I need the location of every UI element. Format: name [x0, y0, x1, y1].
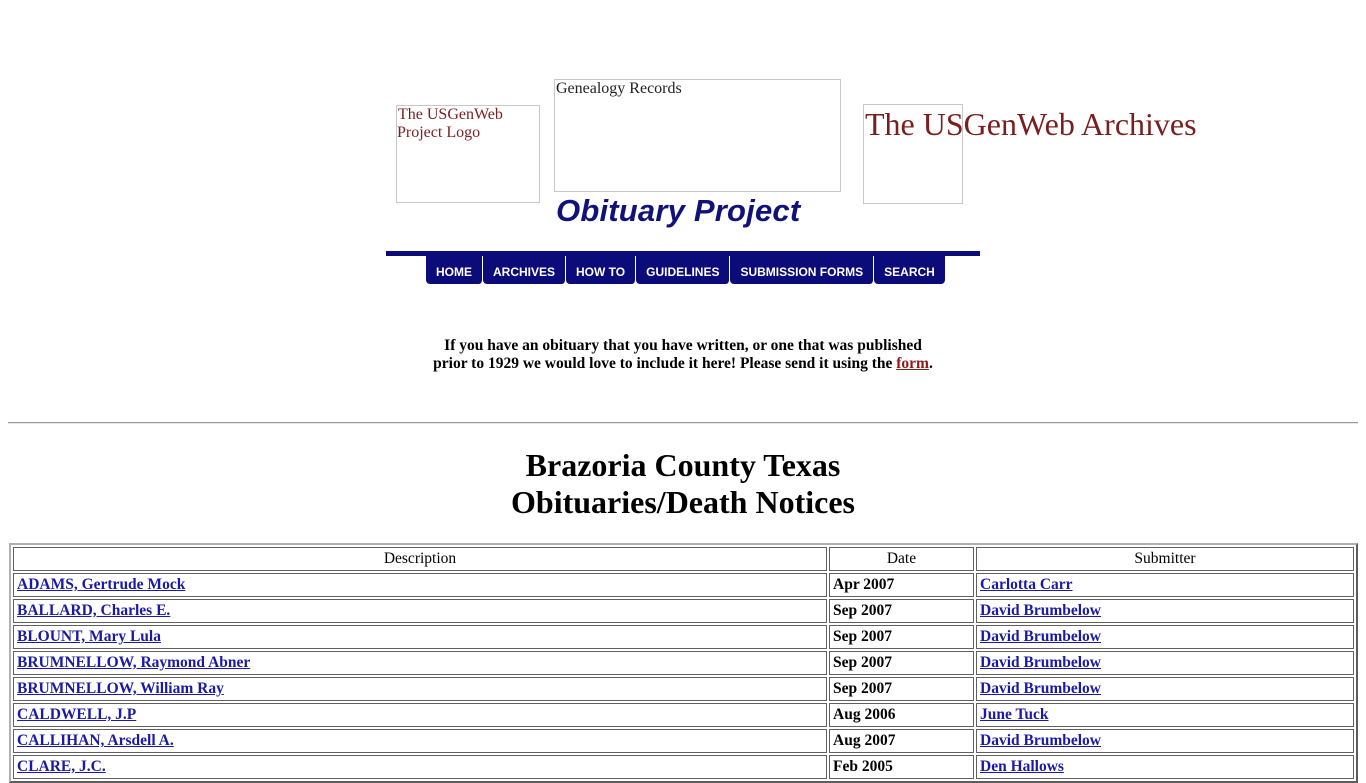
- genealogy-records-alt-text: Genealogy Records: [556, 80, 682, 97]
- date-cell: Apr 2007: [829, 573, 974, 597]
- table-row: [13, 625, 1354, 649]
- obituaries-table: [9, 543, 1358, 783]
- submitter-link[interactable]: David Brumbelow: [980, 654, 1101, 671]
- submitter-cell: [976, 651, 1354, 675]
- description-cell: [13, 625, 827, 649]
- obituary-link[interactable]: ADAMS, Gertrude Mock: [17, 576, 186, 593]
- main-nav: [426, 256, 945, 284]
- intro-line-2: prior to 1929 we would love to include it here! Please send it using the: [433, 355, 897, 372]
- usgenweb-archives-alt-text: The USGenWeb Archives: [865, 106, 1197, 142]
- usgenweb-logo-alt-text: The USGenWeb Project Logo: [397, 106, 503, 141]
- description-cell: [13, 573, 827, 597]
- obituary-link[interactable]: CALLIHAN, Arsdell A.: [17, 732, 174, 749]
- submitter-link[interactable]: David Brumbelow: [980, 680, 1101, 697]
- description-cell: [13, 651, 827, 675]
- usgenweb-archives-image[interactable]: [863, 104, 1197, 204]
- form-link[interactable]: form: [896, 355, 929, 372]
- submitter-cell: [976, 625, 1354, 649]
- page-title-line-2: Obituaries/Death Notices: [511, 484, 855, 520]
- obituary-link[interactable]: BRUMNELLOW, William Ray: [17, 680, 224, 697]
- table-row: [13, 677, 1354, 701]
- nav-archives[interactable]: ARCHIVES: [483, 256, 566, 284]
- submitter-cell: [976, 677, 1354, 701]
- submitter-link[interactable]: David Brumbelow: [980, 602, 1101, 619]
- table-row: [13, 729, 1354, 753]
- description-cell: [13, 729, 827, 753]
- submitter-link[interactable]: June Tuck: [980, 706, 1049, 723]
- obituary-link[interactable]: CLARE, J.C.: [17, 758, 106, 775]
- nav-search[interactable]: SEARCH: [874, 256, 945, 284]
- usgenweb-logo-image: [396, 105, 540, 203]
- description-cell: [13, 703, 827, 727]
- submitter-cell: [976, 573, 1354, 597]
- genealogy-records-image[interactable]: [554, 79, 841, 192]
- table-row: [13, 573, 1354, 597]
- description-cell: [13, 755, 827, 779]
- date-cell: Aug 2006: [829, 703, 974, 727]
- obituary-link[interactable]: BLOUNT, Mary Lula: [17, 628, 161, 645]
- date-cell: Sep 2007: [829, 651, 974, 675]
- project-title: Obituary Project: [556, 193, 801, 228]
- nav-home[interactable]: HOME: [426, 256, 483, 284]
- date-cell: Feb 2005: [829, 755, 974, 779]
- column-header-description: Description: [13, 547, 827, 571]
- date-cell: Sep 2007: [829, 677, 974, 701]
- table-row: [13, 651, 1354, 675]
- submitter-cell: [976, 755, 1354, 779]
- intro-text: [0, 337, 1366, 373]
- obituary-link[interactable]: CALDWELL, J.P: [17, 706, 137, 723]
- description-cell: [13, 599, 827, 623]
- intro-line-2-end: .: [928, 355, 933, 372]
- nav-guidelines[interactable]: GUIDELINES: [636, 256, 730, 284]
- column-header-date: Date: [829, 547, 974, 571]
- table-header-row: [13, 547, 1354, 571]
- table-row: [13, 755, 1354, 779]
- table-row: [13, 599, 1354, 623]
- intro-line-1: If you have an obituary that you have written, or one that was published: [444, 337, 922, 354]
- horizontal-rule: [8, 422, 1358, 424]
- page-title: [0, 447, 1366, 521]
- obituary-link[interactable]: BALLARD, Charles E.: [17, 602, 171, 619]
- submitter-link[interactable]: David Brumbelow: [980, 628, 1101, 645]
- submitter-cell: [976, 703, 1354, 727]
- submitter-link[interactable]: David Brumbelow: [980, 732, 1101, 749]
- submitter-link[interactable]: Carlotta Carr: [980, 576, 1073, 593]
- submitter-cell: [976, 729, 1354, 753]
- date-cell: Aug 2007: [829, 729, 974, 753]
- table-row: [13, 703, 1354, 727]
- date-cell: Sep 2007: [829, 625, 974, 649]
- nav-submission-forms[interactable]: SUBMISSION FORMS: [730, 256, 874, 284]
- date-cell: Sep 2007: [829, 599, 974, 623]
- submitter-cell: [976, 599, 1354, 623]
- page-title-line-1: Brazoria County Texas: [525, 447, 841, 483]
- submitter-link[interactable]: Den Hallows: [980, 758, 1064, 775]
- obituary-link[interactable]: BRUMNELLOW, Raymond Abner: [17, 654, 251, 671]
- column-header-submitter: Submitter: [976, 547, 1354, 571]
- description-cell: [13, 677, 827, 701]
- nav-how-to[interactable]: HOW TO: [566, 256, 636, 284]
